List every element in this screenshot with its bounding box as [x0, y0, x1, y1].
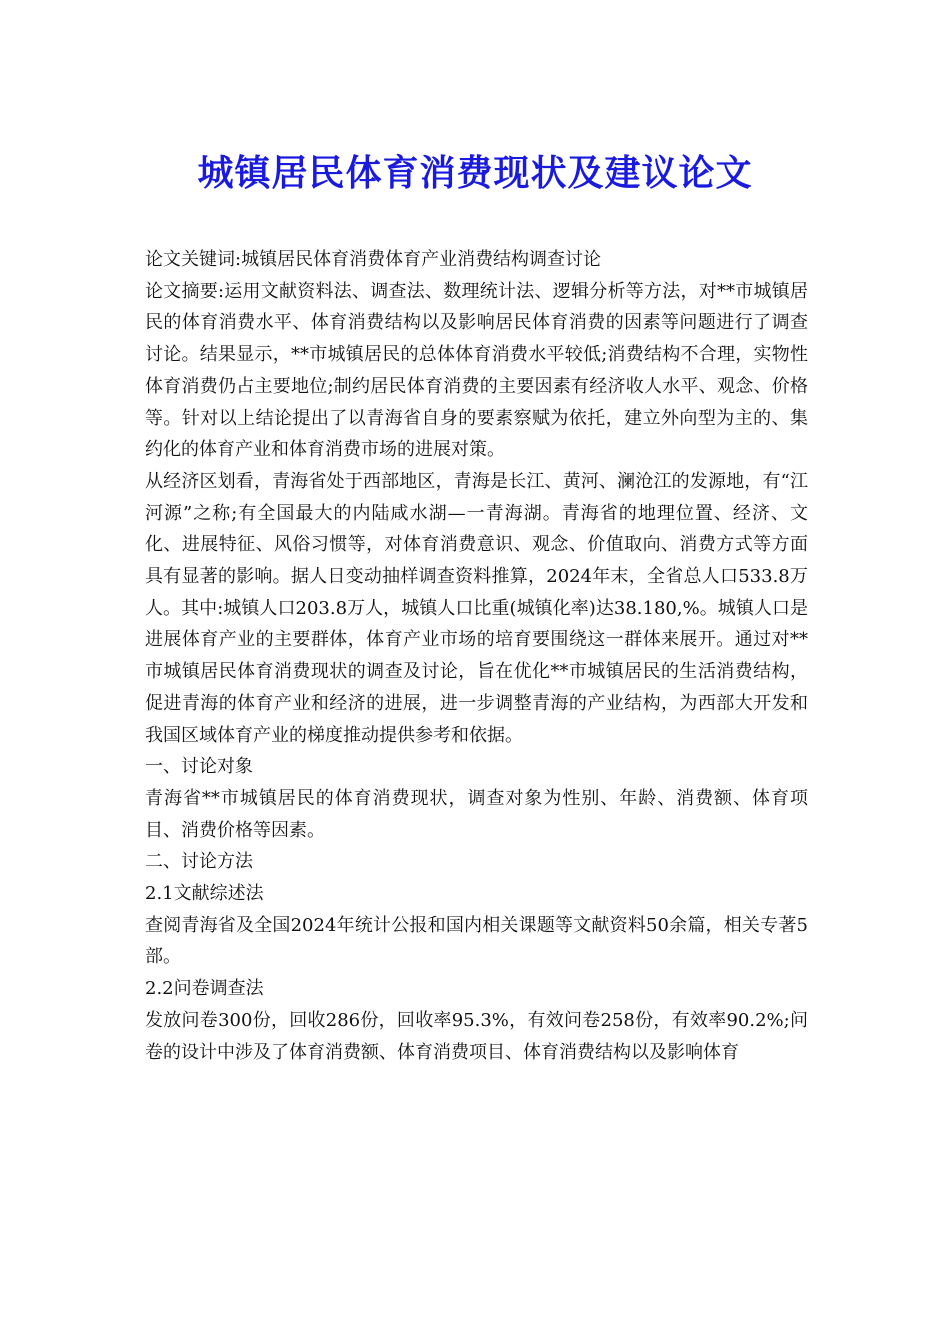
intro-paragraph: 从经济区划看，青海省处于西部地区，青海是长江、黄河、澜沧江的发源地，有“江河源”之称;有全国最大的内陆咸水湖—一青海湖。青海省的地理位置、经济、文化、进展特征、风俗习惯等，对体育消费意识、观念、价值取向、消费方式等方面具有显著的影响。据人日变动抽样调查资料推算，2024年末，全省总人口533.8万人。其中:城镇人口203.8万人，城镇人口比重(城镇化率)达38.180,%。城镇人口是进展体育产业的主要群体，体育产业市场的培育要围绕这一群体来展开。通过对**市城镇居民体育消费现状的调查及讨论，旨在优化**市城镇居民的生活消费结构，促进青海的体育产业和经济的进展，进一步调整青海的产业结构，为西部大开发和我国区域体育产业的梯度推动提供参考和依据。 — [145, 470, 808, 746]
abstract-paragraph: 论文摘要:运用文献资料法、调查法、数理统计法、逻辑分析等方法，对**市城镇居民的体育消费水平、体育消费结构以及影响居民体育消费的因素等问题进行了调查讨论。结果显示，**市城镇居民的总体体育消费水平较低;消费结构不合理，实物性体育消费仍占主要地位;制约居民体育消费的主要因素有经济收人水平、观念、价格等。针对以上结论提出了以青海省自身的要素察赋为依托，建立外向型为主的、集约化的体育产业和体育消费市场的进展对策。 — [145, 280, 808, 461]
section-heading: 二、讨论方法 — [145, 851, 253, 873]
document-body — [145, 244, 808, 1068]
body-paragraph: 发放问卷300份，回收286份，回收率95.3%，有效问卷258份，有效率90.2%;问卷的设计中涉及了体育消费额、体育消费项目、体育消费结构以及影响体育 — [145, 1009, 808, 1063]
subsection-heading: 2.2问卷调查法 — [145, 978, 264, 1000]
body-paragraph: 青海省**市城镇居民的体育消费现状，调查对象为性别、年龄、消费额、体育项目、消费价格等因素。 — [145, 787, 808, 841]
keywords-paragraph: 论文关键词:城镇居民体育消费体育产业消费结构调查讨论 — [145, 249, 602, 270]
document-title: 城镇居民体育消费现状及建议论文 — [197, 153, 753, 195]
body-paragraph: 查阅青海省及全国2024年统计公报和国内相关课题等文献资料50余篇，相关专著5部。 — [145, 914, 808, 968]
section-heading: 一、讨论对象 — [145, 756, 253, 778]
subsection-heading: 2.1文献综述法 — [145, 883, 264, 905]
